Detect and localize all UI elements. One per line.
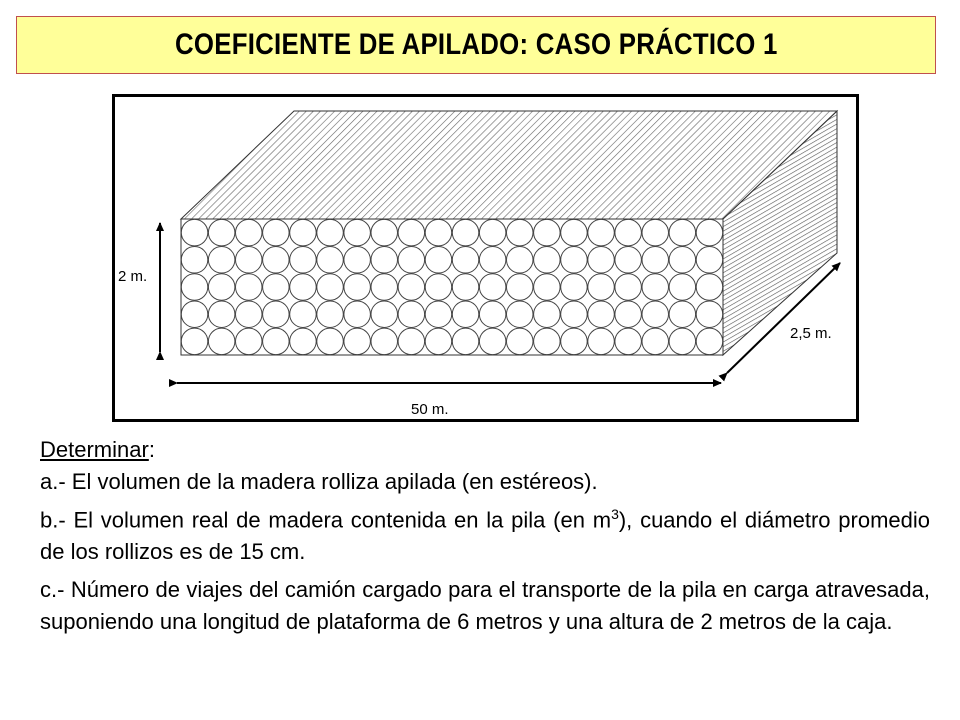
log-end (290, 328, 317, 355)
log-end (425, 301, 452, 328)
title-bar (16, 16, 936, 74)
log-end (588, 219, 615, 246)
log-end (344, 247, 371, 273)
log-end (534, 274, 561, 301)
task-heading-line (40, 434, 930, 466)
log-end (208, 219, 235, 246)
log-end (507, 247, 534, 273)
log-end (615, 274, 642, 301)
stack-top-face (181, 111, 837, 219)
log-end (534, 301, 561, 328)
task-heading-suffix: : (148, 437, 155, 462)
log-end (290, 247, 317, 273)
log-end (669, 219, 696, 246)
log-end (479, 301, 506, 328)
log-end (236, 301, 263, 328)
log-end (588, 328, 615, 355)
log-end (588, 274, 615, 301)
log-end (642, 219, 669, 246)
log-end (507, 301, 534, 328)
log-end (263, 219, 290, 246)
task-text (40, 434, 930, 638)
task-heading: Determinar (40, 437, 149, 462)
task-item-a: a.- El volumen de la madera rolliza apilada (en estéreos). (40, 469, 598, 494)
log-end (317, 301, 344, 328)
log-end (561, 219, 588, 246)
log-end (181, 247, 208, 273)
log-end (588, 247, 615, 273)
log-end (507, 219, 534, 246)
log-end (398, 328, 425, 355)
log-end (208, 301, 235, 328)
log-end (290, 301, 317, 328)
log-end (317, 328, 344, 355)
log-end (669, 247, 696, 273)
log-end (561, 247, 588, 273)
log-end (615, 219, 642, 246)
log-end (371, 301, 398, 328)
log-end (534, 219, 561, 246)
log-end (263, 301, 290, 328)
log-end (669, 301, 696, 328)
log-end (534, 247, 561, 273)
log-end (425, 274, 452, 301)
log-end (398, 219, 425, 246)
task-item-b (40, 498, 930, 568)
log-end (479, 247, 506, 273)
log-end (696, 301, 723, 328)
page-title: COEFICIENTE DE APILADO: CASO PRÁCTICO 1 (174, 28, 778, 61)
log-end (181, 274, 208, 301)
task-item-c: c.- Número de viajes del camión cargado para el transporte de la pila en carga atravesada, suponiendo una longitud de plataforma de 6 metros y una altura de 2 metros de la caja. (40, 577, 930, 635)
log-end (290, 219, 317, 246)
log-end (696, 219, 723, 246)
log-end (561, 274, 588, 301)
log-end (642, 301, 669, 328)
log-end (317, 247, 344, 273)
log-end (452, 274, 479, 301)
stack-diagram-svg (115, 97, 856, 419)
log-end (479, 328, 506, 355)
task-item-b-suffix: ), cuando el diámetro promedio de los rollizos es de 15 cm. (40, 507, 931, 565)
log-end (452, 219, 479, 246)
log-end (479, 274, 506, 301)
log-end (208, 328, 235, 355)
log-end (398, 247, 425, 273)
log-end (344, 274, 371, 301)
log-end (615, 247, 642, 273)
log-end (615, 301, 642, 328)
log-end (425, 328, 452, 355)
log-end (344, 328, 371, 355)
task-item-b-sup: 3 (611, 506, 619, 522)
log-end (561, 301, 588, 328)
log-end (425, 219, 452, 246)
log-end (561, 328, 588, 355)
log-end (398, 301, 425, 328)
log-end (317, 219, 344, 246)
log-end (371, 247, 398, 273)
log-end (181, 219, 208, 246)
log-end (642, 328, 669, 355)
log-end (371, 219, 398, 246)
depth-label: 2,5 m. (790, 325, 832, 342)
log-end (263, 274, 290, 301)
log-end (208, 274, 235, 301)
log-end (642, 247, 669, 273)
log-end (290, 274, 317, 301)
log-end (669, 328, 696, 355)
log-end (344, 219, 371, 246)
log-end (452, 247, 479, 273)
log-end (452, 301, 479, 328)
log-end (236, 219, 263, 246)
log-end (507, 274, 534, 301)
log-end (642, 274, 669, 301)
log-end (696, 247, 723, 273)
log-end (534, 328, 561, 355)
log-end (181, 328, 208, 355)
task-item-b-prefix: b.- El volumen real de madera contenida en la pila (en m (40, 507, 612, 533)
log-end (236, 328, 263, 355)
log-end (669, 274, 696, 301)
log-end (696, 328, 723, 355)
log-end (208, 247, 235, 273)
log-end (479, 219, 506, 246)
height-label: 2 m. (118, 268, 148, 285)
length-label: 50 m. (411, 401, 449, 418)
stack-diagram (112, 94, 859, 422)
log-end (236, 274, 263, 301)
log-end (425, 247, 452, 273)
log-end (615, 328, 642, 355)
log-end (371, 328, 398, 355)
log-end (263, 247, 290, 273)
log-end (181, 301, 208, 328)
log-end (507, 328, 534, 355)
log-end (371, 274, 398, 301)
log-end (452, 328, 479, 355)
log-end (236, 247, 263, 273)
log-end (317, 274, 344, 301)
log-end (398, 274, 425, 301)
log-end (344, 301, 371, 328)
log-end (588, 301, 615, 328)
log-end (696, 274, 723, 301)
log-end (263, 328, 290, 355)
